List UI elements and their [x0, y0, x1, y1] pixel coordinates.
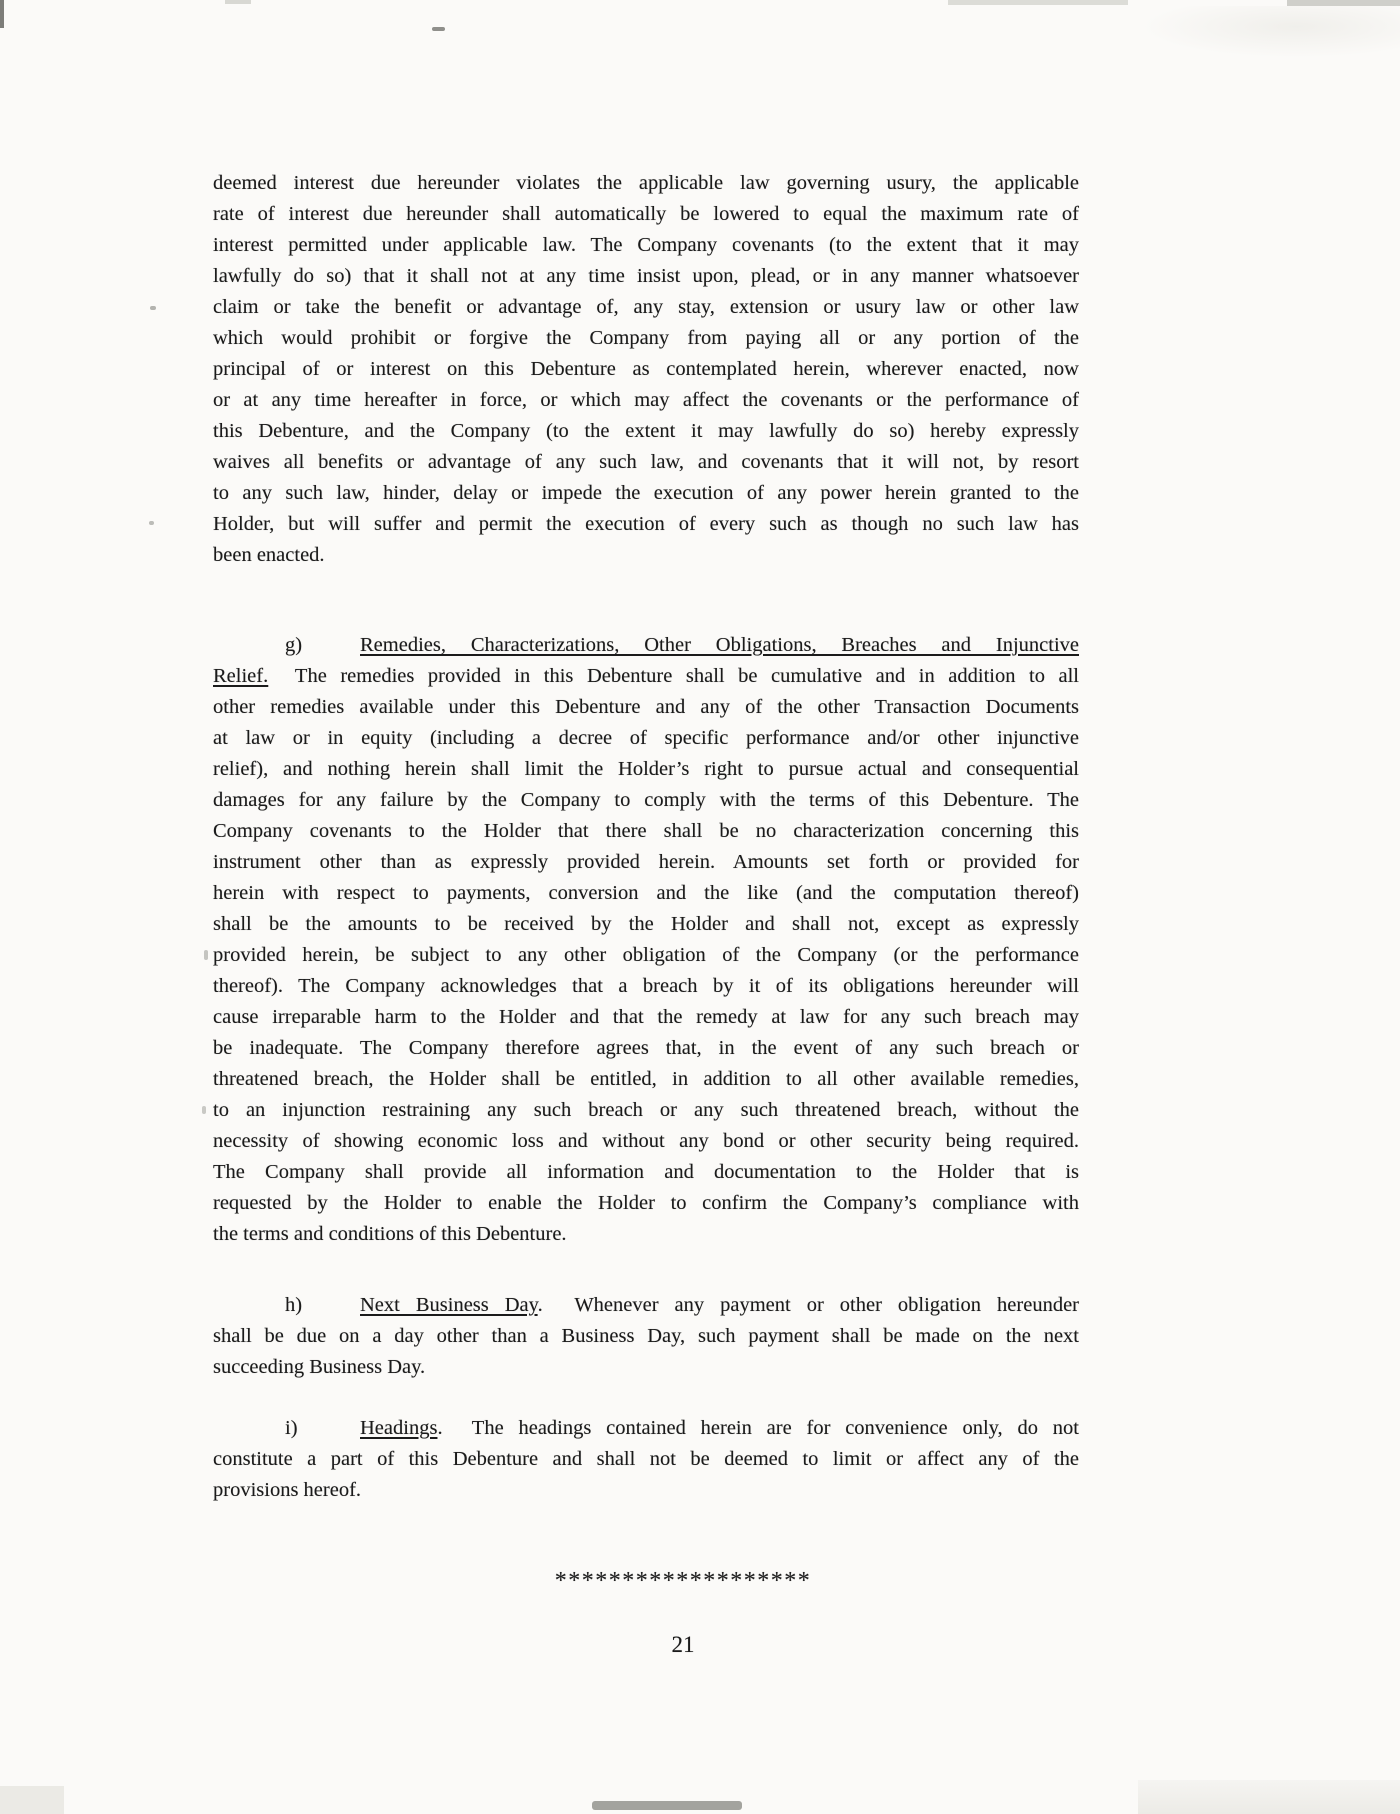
section-h-body-start: . Whenever any payment or other obligation hereunder: [537, 1294, 1079, 1316]
text-line: thereof). The Company acknowledges that a breach by it of its obligations hereunder will: [213, 975, 1079, 997]
section-i-body-start: . The headings contained herein are for convenience only, do not: [437, 1417, 1079, 1439]
scan-speck: [204, 950, 208, 960]
text-line: deemed interest due hereunder violates the applicable law governing usury, the applicable: [213, 172, 1079, 194]
section-g-body: [213, 692, 1079, 1250]
section-i-body: [213, 1444, 1079, 1506]
text-line: provisions hereof.: [213, 1479, 362, 1501]
text-line: damages for any failure by the Company to comply with the terms of this Debenture. The: [213, 789, 1079, 811]
scan-artifact-top-blotch: [1140, 6, 1400, 58]
text-line: or at any time hereafter in force, or which may affect the covenants or the performance of: [213, 389, 1079, 411]
text-line: requested by the Holder to enable the Holder to confirm the Company’s compliance with: [213, 1192, 1079, 1214]
scan-speck: [149, 521, 154, 525]
section-g-second-line: [213, 661, 1079, 692]
text-line: relief), and nothing herein shall limit the Holder’s right to pursue actual and consequential: [213, 758, 1079, 780]
scan-artifact-bottom-bar: [592, 1801, 742, 1810]
section-h-heading: Next Business Day: [360, 1294, 538, 1316]
scan-artifact-top: [948, 0, 1128, 5]
scan-speck: [150, 306, 156, 310]
text-line: shall be the amounts to be received by the Holder and shall not, except as expressly: [213, 913, 1079, 935]
text-line: claim or take the benefit or advantage of, any stay, extension or usury law or other law: [213, 296, 1079, 318]
section-i-label: i): [285, 1417, 298, 1439]
text-line: cause irreparable harm to the Holder and that the remedy at law for any such breach may: [213, 1006, 1079, 1028]
section-h-label: h): [285, 1294, 303, 1316]
text-line: at law or in equity (including a decree of specific performance and/or other injunctive: [213, 727, 1079, 749]
section-g-heading-line: [213, 630, 1079, 661]
text-line: principal of or interest on this Debenture as contemplated herein, wherever enacted, now: [213, 358, 1079, 380]
text-line: the terms and conditions of this Debenture.: [213, 1223, 567, 1245]
text-block: [213, 168, 1079, 1506]
scan-artifact-bottom-left: [0, 1786, 64, 1814]
text-line: The Company shall provide all information and documentation to the Holder that is: [213, 1161, 1079, 1183]
text-line: been enacted.: [213, 544, 325, 566]
text-line: other remedies available under this Debenture and any of the other Transaction Documents: [213, 696, 1079, 718]
scan-speck: [202, 1106, 206, 1114]
text-line: herein with respect to payments, conversion and the like (and the computation thereof): [213, 882, 1079, 904]
text-line: Company covenants to the Holder that there shall be no characterization concerning this: [213, 820, 1079, 842]
scan-artifact-bottom-right: [1138, 1780, 1400, 1814]
separator-asterisks: *******************: [554, 1568, 812, 1594]
section-i-heading-line: [213, 1413, 1079, 1444]
section-i-heading: Headings: [360, 1417, 438, 1439]
text-line: instrument other than as expressly provided herein. Amounts set forth or provided for: [213, 851, 1079, 873]
section-g-body-start: The remedies provided in this Debenture shall be cumulative and in addition to all: [268, 665, 1079, 687]
text-line: provided herein, be subject to any other obligation of the Company (or the performance: [213, 944, 1079, 966]
page-number: 21: [671, 1632, 695, 1657]
section-i-headings: [213, 1413, 1079, 1506]
section-g-remedies: [213, 630, 1079, 1250]
text-line: Holder, but will suffer and permit the execution of every such as though no such law has: [213, 513, 1079, 535]
text-line: waives all benefits or advantage of any such law, and covenants that it will not, by resort: [213, 451, 1079, 473]
section-h-body: [213, 1321, 1079, 1383]
text-line: threatened breach, the Holder shall be entitled, in addition to all other available remedies,: [213, 1068, 1079, 1090]
text-line: shall be due on a day other than a Business Day, such payment shall be made on the next: [213, 1325, 1079, 1347]
text-line: rate of interest due hereunder shall automatically be lowered to equal the maximum rate of: [213, 203, 1079, 225]
text-line: constitute a part of this Debenture and shall not be deemed to limit or affect any of the: [213, 1448, 1079, 1470]
text-line: succeeding Business Day.: [213, 1356, 426, 1378]
paragraph-usury-continuation: [213, 168, 1079, 571]
scan-artifact-top-left: [0, 0, 4, 28]
text-line: to an injunction restraining any such breach or any such threatened breach, without the: [213, 1099, 1079, 1121]
text-line: lawfully do so) that it shall not at any time insist upon, plead, or in any manner whatsoever: [213, 265, 1079, 287]
text-line: to any such law, hinder, delay or impede the execution of any power herein granted to the: [213, 482, 1079, 504]
text-line: necessity of showing economic loss and without any bond or other security being required.: [213, 1130, 1079, 1152]
text-line: be inadequate. The Company therefore agrees that, in the event of any such breach or: [213, 1037, 1079, 1059]
text-line: interest permitted under applicable law. The Company covenants (to the extent that it may: [213, 234, 1079, 256]
text-line: which would prohibit or forgive the Company from paying all or any portion of the: [213, 327, 1079, 349]
section-g-heading-part1: Remedies, Characterizations, Other Obligations, Breaches and Injunctive: [360, 634, 1079, 656]
section-h-next-business-day: [213, 1290, 1079, 1383]
scan-artifact-top: [225, 0, 251, 4]
section-g-heading-part2: Relief.: [213, 665, 269, 687]
text-line: this Debenture, and the Company (to the extent it may lawfully do so) hereby expressly: [213, 420, 1079, 442]
section-g-label: g): [285, 634, 303, 656]
section-h-heading-line: [213, 1290, 1079, 1321]
scan-artifact-dash: [432, 27, 445, 31]
scan-artifact-top-right: [1287, 0, 1400, 6]
